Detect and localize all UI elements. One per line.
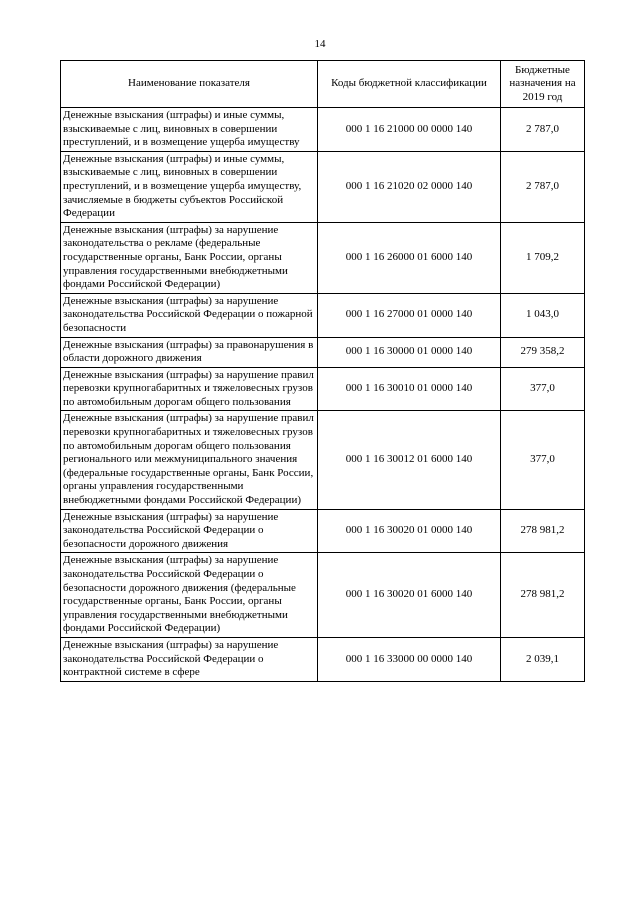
indicator-name-cell: Денежные взыскания (штрафы) и иные суммы, взыскиваемые с лиц, виновных в совершении преступлений, и в возмещение ущерба имуществу <box>61 108 318 152</box>
header-budget-2019: Бюджетные назначения на 2019 год <box>501 61 585 108</box>
table-row <box>61 411 585 509</box>
indicator-name-cell: Денежные взыскания (штрафы) за нарушение законодательства Российской Федерации о безопасности дорожного движения (федеральные государственные органы, Банк России, органы управления государственными внебюджетными фондами Российской Федерации) <box>61 553 318 638</box>
classification-code-cell: 000 1 16 30020 01 6000 140 <box>318 553 501 638</box>
budget-amount-cell: 278 981,2 <box>501 553 585 638</box>
table-row <box>61 367 585 411</box>
classification-code-cell: 000 1 16 30020 01 0000 140 <box>318 509 501 553</box>
budget-amount-cell: 377,0 <box>501 367 585 411</box>
budget-amount-cell: 278 981,2 <box>501 509 585 553</box>
page-number: 14 <box>314 38 326 50</box>
indicator-name-cell: Денежные взыскания (штрафы) за нарушение правил перевозки крупногабаритных и тяжеловесных грузов по автомобильным дорогам общего пользования <box>61 367 318 411</box>
budget-amount-cell: 2 787,0 <box>501 108 585 152</box>
table-body <box>61 108 585 682</box>
classification-code-cell: 000 1 16 21020 02 0000 140 <box>318 151 501 222</box>
classification-code-cell: 000 1 16 30012 01 6000 140 <box>318 411 501 509</box>
classification-code-cell: 000 1 16 30000 01 0000 140 <box>318 337 501 367</box>
table-row <box>61 108 585 152</box>
classification-code-cell: 000 1 16 30010 01 0000 140 <box>318 367 501 411</box>
table-row <box>61 637 585 681</box>
table-row <box>61 337 585 367</box>
classification-code-cell: 000 1 16 33000 00 0000 140 <box>318 637 501 681</box>
classification-code-cell: 000 1 16 21000 00 0000 140 <box>318 108 501 152</box>
header-row <box>61 61 585 108</box>
budget-amount-cell: 1 043,0 <box>501 293 585 337</box>
indicator-name-cell: Денежные взыскания (штрафы) за правонарушения в области дорожного движения <box>61 337 318 367</box>
table-row <box>61 553 585 638</box>
budget-table <box>60 60 585 682</box>
indicator-name-cell: Денежные взыскания (штрафы) и иные суммы, взыскиваемые с лиц, виновных в совершении преступлений, и в возмещение ущерба имуществу, зачисляемые в бюджеты субъектов Российской Федерации <box>61 151 318 222</box>
table-header <box>61 61 585 108</box>
indicator-name-cell: Денежные взыскания (штрафы) за нарушение законодательства Российской Федерации о безопасности дорожного движения <box>61 509 318 553</box>
table-row <box>61 222 585 293</box>
budget-amount-cell: 279 358,2 <box>501 337 585 367</box>
table-row <box>61 293 585 337</box>
budget-amount-cell: 1 709,2 <box>501 222 585 293</box>
header-indicator-name: Наименование показателя <box>61 61 318 108</box>
indicator-name-cell: Денежные взыскания (штрафы) за нарушение законодательства Российской Федерации о пожарной безопасности <box>61 293 318 337</box>
indicator-name-cell: Денежные взыскания (штрафы) за нарушение законодательства о рекламе (федеральные государственные органы, Банк России, органы управления государственными внебюджетными фондами Российской Федерации) <box>61 222 318 293</box>
budget-amount-cell: 2 039,1 <box>501 637 585 681</box>
table-row <box>61 151 585 222</box>
classification-code-cell: 000 1 16 27000 01 0000 140 <box>318 293 501 337</box>
budget-amount-cell: 377,0 <box>501 411 585 509</box>
header-classification-codes: Коды бюджетной классификации <box>318 61 501 108</box>
table-row <box>61 509 585 553</box>
indicator-name-cell: Денежные взыскания (штрафы) за нарушение законодательства Российской Федерации о контрактной системе в сфере <box>61 637 318 681</box>
indicator-name-cell: Денежные взыскания (штрафы) за нарушение правил перевозки крупногабаритных и тяжеловесных грузов по автомобильным дорогам общего пользования регионального или межмуниципального значения (федеральные государственные органы, Банк России, органы управления государственными внебюджетными фондами Российской Федерации) <box>61 411 318 509</box>
classification-code-cell: 000 1 16 26000 01 6000 140 <box>318 222 501 293</box>
budget-amount-cell: 2 787,0 <box>501 151 585 222</box>
